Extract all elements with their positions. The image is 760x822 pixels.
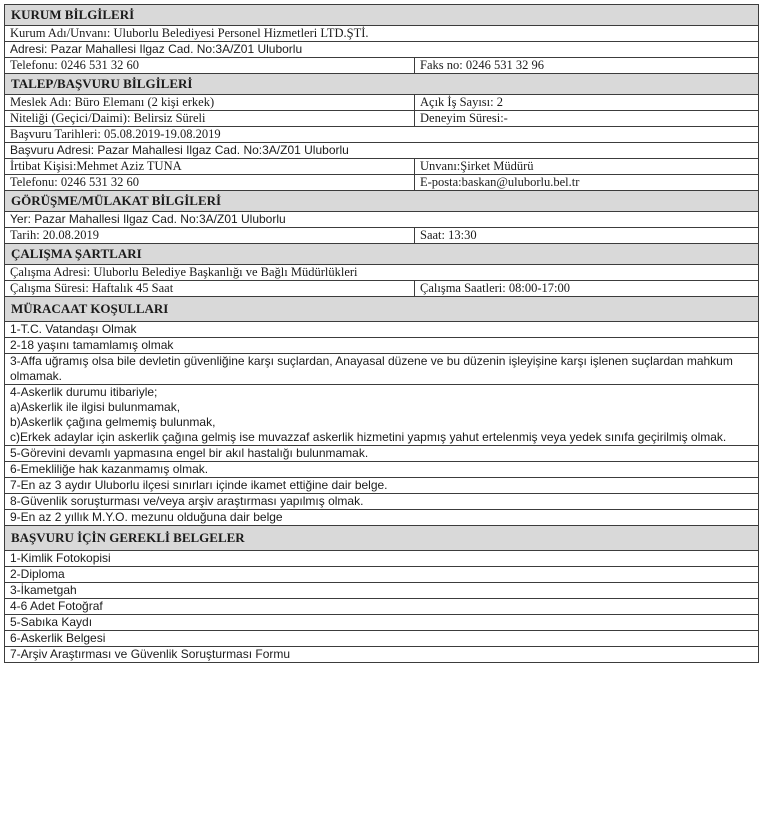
muracaat-item: 3-Affa uğramış olsa bile devletin güvenliğine karşı suçlardan, Anayasal düzene ve bu düzenin işleyişine karşı işlenen suçlardan mahkum olmamak. [5, 354, 759, 385]
irtibat-unvani: Unvanı:Şirket Müdürü [415, 159, 759, 175]
kurum-adi: Kurum Adı/Unvanı: Uluborlu Belediyesi Personel Hizmetleri LTD.ŞTİ. [5, 26, 759, 42]
section-header-talep: TALEP/BAŞVURU BİLGİLERİ [5, 74, 759, 95]
belge-item: 5-Sabıka Kaydı [5, 615, 759, 631]
irtibat-kisisi: İrtibat Kişisi:Mehmet Aziz TUNA [5, 159, 415, 175]
calisma-suresi: Çalışma Süresi: Haftalık 45 Saat [5, 281, 415, 297]
section-header-belgeler: BAŞVURU İÇİN GEREKLİ BELGELER [5, 526, 759, 551]
acik-is-sayisi: Açık İş Sayısı: 2 [415, 95, 759, 111]
talep-telefon: Telefonu: 0246 531 32 60 [5, 175, 415, 191]
section-header-muracaat: MÜRACAAT KOŞULLARI [5, 297, 759, 322]
muracaat-item: 1-T.C. Vatandaşı Olmak [5, 322, 759, 338]
calisma-adresi: Çalışma Adresi: Uluborlu Belediye Başkanlığı ve Bağlı Müdürlükleri [5, 265, 759, 281]
deneyim-suresi: Deneyim Süresi:- [415, 111, 759, 127]
belge-item: 4-6 Adet Fotoğraf [5, 599, 759, 615]
basvuru-tarihleri: Başvuru Tarihleri: 05.08.2019-19.08.2019 [5, 127, 759, 143]
kurum-telefon: Telefonu: 0246 531 32 60 [5, 58, 415, 74]
belge-item: 6-Askerlik Belgesi [5, 631, 759, 647]
belge-item: 3-İkametgah [5, 583, 759, 599]
muracaat-item: 8-Güvenlik soruşturması ve/veya arşiv araştırması yapılmış olmak. [5, 494, 759, 510]
basvuru-adresi: Başvuru Adresi: Pazar Mahallesi Ilgaz Cad. No:3A/Z01 Uluborlu [5, 143, 759, 159]
job-posting-form [4, 4, 759, 663]
section-header-gorusme: GÖRÜŞME/MÜLAKAT BİLGİLERİ [5, 191, 759, 212]
talep-eposta: E-posta:baskan@uluborlu.bel.tr [415, 175, 759, 191]
muracaat-item: 2-18 yaşını tamamlamış olmak [5, 338, 759, 354]
gorusme-yeri: Yer: Pazar Mahallesi Ilgaz Cad. No:3A/Z01 Uluborlu [5, 212, 759, 228]
muracaat-item: b)Askerlik çağına gelmemiş bulunmak, [10, 415, 216, 429]
section-header-kurum: KURUM BİLGİLERİ [5, 5, 759, 26]
muracaat-item: 4-Askerlik durumu itibariyle; [10, 385, 158, 399]
meslek-adi: Meslek Adı: Büro Elemanı (2 kişi erkek) [5, 95, 415, 111]
muracaat-item: 9-En az 2 yıllık M.Y.O. mezunu olduğuna dair belge [5, 510, 759, 526]
gorusme-tarihi: Tarih: 20.08.2019 [5, 228, 415, 244]
niteligi: Niteliği (Geçici/Daimi): Belirsiz Süreli [5, 111, 415, 127]
muracaat-item: 6-Emekliliğe hak kazanmamış olmak. [5, 462, 759, 478]
calisma-saatleri: Çalışma Saatleri: 08:00-17:00 [415, 281, 759, 297]
belge-item: 7-Arşiv Araştırması ve Güvenlik Soruşturması Formu [5, 647, 759, 663]
section-header-calisma: ÇALIŞMA ŞARTLARI [5, 244, 759, 265]
muracaat-item: a)Askerlik ile ilgisi bulunmamak, [10, 400, 181, 414]
muracaat-item: 7-En az 3 aydır Uluborlu ilçesi sınırları içinde ikamet ettiğine dair belge. [5, 478, 759, 494]
belge-item: 1-Kimlik Fotokopisi [5, 551, 759, 567]
muracaat-askerlik-block [5, 385, 759, 446]
muracaat-item: 5-Görevini devamlı yapmasına engel bir akıl hastalığı bulunmamak. [5, 446, 759, 462]
kurum-adresi: Adresi: Pazar Mahallesi Ilgaz Cad. No:3A/Z01 Uluborlu [5, 42, 759, 58]
belge-item: 2-Diploma [5, 567, 759, 583]
kurum-faks: Faks no: 0246 531 32 96 [415, 58, 759, 74]
gorusme-saati: Saat: 13:30 [415, 228, 759, 244]
muracaat-item: c)Erkek adaylar için askerlik çağına gelmiş ise muvazzaf askerlik hizmetini yapmış yahut ertelenmiş veya yedek sınıfa geçirilmiş olmak. [10, 430, 727, 444]
